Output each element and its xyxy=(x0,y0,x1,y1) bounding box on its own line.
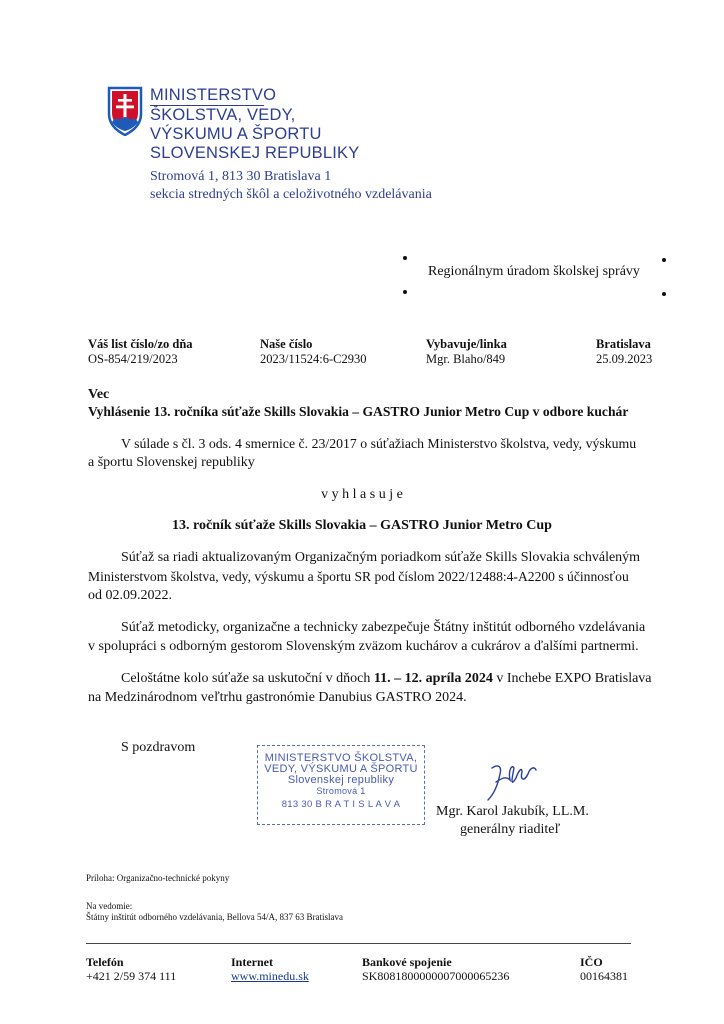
address-window-corner-mark xyxy=(403,256,407,260)
signer-name: Mgr. Karol Jakubík, LL.M. xyxy=(436,804,589,819)
our-number-value: 2023/11524:6-C2930 xyxy=(260,352,367,366)
paragraph-4-line-1 xyxy=(121,669,652,688)
paragraph-4-text-b: v Inchebe EXPO Bratislava xyxy=(492,671,652,686)
paragraph-4-text-a: Celoštátne kolo súťaže sa uskutoční v dňoch xyxy=(121,671,374,686)
stamp-line-4: Stromová 1 xyxy=(316,786,366,796)
handwritten-signature xyxy=(484,760,544,804)
ico-label: IČO xyxy=(580,955,603,969)
address-window-corner-mark xyxy=(662,292,666,296)
paragraph-3-line-2: v spolupráci s odborným gestorom Slovenským zväzom kuchárov a cukrárov a ďalšími partnermi. xyxy=(88,639,639,654)
ministry-name-line-3: VÝSKUMU A ŠPORTU xyxy=(150,125,322,143)
our-number-label: Naše číslo xyxy=(260,337,313,351)
website-link[interactable]: www.minedu.sk xyxy=(231,969,309,983)
handled-by-label: Vybavuje/linka xyxy=(426,337,507,351)
your-letter-value: OS-854/219/2023 xyxy=(88,352,178,366)
letter-date: 25.09.2023 xyxy=(596,352,653,366)
paragraph-1-line-1: V súlade s čl. 3 ods. 4 smernice č. 23/2017 o súťažiach Ministerstvo školstva, vedy, výskumu xyxy=(121,436,637,451)
official-stamp xyxy=(257,745,425,825)
proclamation: v y h l a s u j e xyxy=(321,487,403,502)
cc-label: Na vedomie: xyxy=(86,901,133,911)
signer-title: generálny riaditeľ xyxy=(460,822,561,837)
ministry-address: Stromová 1, 813 30 Bratislava 1 xyxy=(150,169,332,184)
phone-value: +421 2/59 374 111 xyxy=(86,969,177,983)
bank-account: SK8081800000007000065236 xyxy=(362,969,510,983)
stamp-line-2: VEDY, VÝSKUMU A ŠPORTU xyxy=(264,763,418,775)
subject-title: Vyhlásenie 13. ročníka súťaže Skills Slovakia – GASTRO Junior Metro Cup v odbore kuchár xyxy=(88,404,629,419)
handled-by-value: Mgr. Blaho/849 xyxy=(426,352,506,366)
paragraph-2-line-1: Súťaž sa riadi aktualizovaným Organizačným poriadkom súťaže Skills Slovakia schváleným xyxy=(121,550,641,565)
greeting: S pozdravom xyxy=(121,740,196,755)
cc-recipient: Štátny inštitút odborného vzdelávania, Bellova 54/A, 837 63 Bratislava xyxy=(86,912,343,922)
ico-value: 00164381 xyxy=(580,969,628,983)
ministry-name-line-1: MINISTERSTVO xyxy=(150,86,277,104)
place-label: Bratislava xyxy=(596,337,651,351)
bank-label: Bankové spojenie xyxy=(362,955,452,969)
paragraph-2-line-3: od 02.09.2022. xyxy=(88,588,172,603)
your-letter-label: Váš list číslo/zo dňa xyxy=(88,337,193,351)
address-window-corner-mark xyxy=(662,258,666,262)
addressee: Regionálnym úradom školskej správy xyxy=(428,264,640,279)
subject-label: Vec xyxy=(88,387,110,402)
annex-note: Príloha: Organizačno-technické pokyny xyxy=(86,873,230,883)
paragraph-1-line-2: a športu Slovenskej republiky xyxy=(88,455,255,470)
address-window-corner-mark xyxy=(403,290,407,294)
ministry-section: sekcia stredných škôl a celoživotného vzdelávania xyxy=(150,187,432,202)
ministry-name-line-4: SLOVENSKEJ REPUBLIKY xyxy=(150,144,360,162)
footer-divider xyxy=(86,943,631,944)
stamp-line-3: Slovenskej republiky xyxy=(287,774,395,786)
ministry-name-line-2: ŠKOLSTVA, VEDY, xyxy=(150,106,296,124)
paragraph-2-line-2: Ministerstvom školstva, vedy, výskumu a športu SR pod číslom 2022/12488:4-A2200 s účinnosťou xyxy=(88,569,629,584)
paragraph-4-line-2: na Medzinárodnom veľtrhu gastronómie Danubius GASTRO 2024. xyxy=(88,690,467,705)
slovak-coat-of-arms-icon xyxy=(107,86,143,136)
phone-label: Telefón xyxy=(86,955,124,969)
web-label: Internet xyxy=(231,955,273,969)
paragraph-3-line-1: Súťaž metodicky, organizačne a technicky zabezpečuje Štátny inštitút odborného vzdelávania xyxy=(121,620,646,635)
stamp-line-5: 813 30 B R A T I S L A V A xyxy=(281,799,401,810)
competition-title: 13. ročník súťaže Skills Slovakia – GASTRO Junior Metro Cup xyxy=(172,518,552,533)
stamp-line-1: MINISTERSTVO ŠKOLSTVA, xyxy=(264,752,418,764)
competition-dates: 11. – 12. apríla 2024 xyxy=(373,671,493,686)
